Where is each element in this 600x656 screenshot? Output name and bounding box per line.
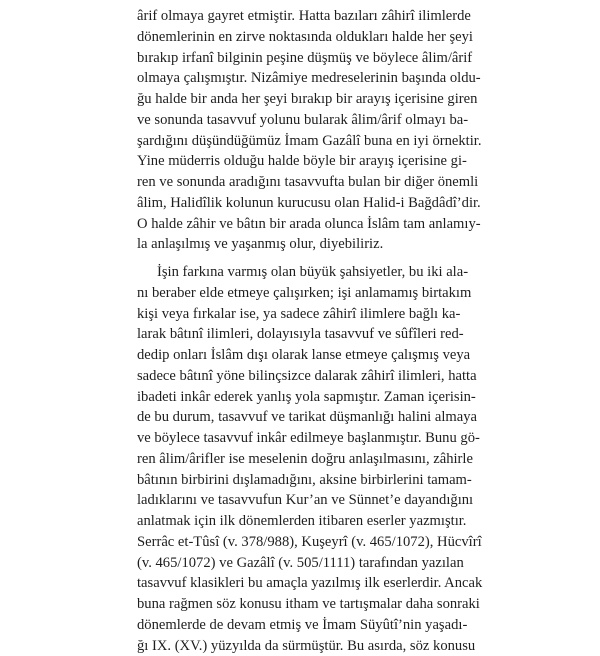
text-line: olmaya çalışmıştır. Nizâmiye medreselerinin başında oldu- — [137, 68, 453, 89]
text-line: ârif olmaya gayret etmiştir. Hatta bazıları zâhirî ilimlerde — [137, 6, 453, 27]
text-line: kişi veya fırkalar ise, ya sadece zâhirî ilimlere bağlı ka- — [137, 304, 453, 325]
text-line: Yine müderris olduğu halde böyle bir arayış içerisine gi- — [137, 151, 453, 172]
text-line: Serrâc et-Tûsî (v. 378/988), Kuşeyrî (v. 465/1072), Hücvîrî — [137, 532, 453, 553]
text-line: dönemlerde de devam etmiş ve İmam Süyûtî’nin yaşadı- — [137, 615, 453, 636]
paragraph-2 — [137, 262, 453, 656]
text-line: la anlaşılmış ve yaşanmış olur, diyebiliriz. — [137, 234, 453, 255]
document-page — [137, 6, 453, 656]
text-line: tasavvuf klasikleri bu amaçla yazılmış ilk eserlerdir. Ancak — [137, 573, 453, 594]
paragraph-1 — [137, 6, 453, 255]
text-line: O halde zâhir ve bâtın bir arada olunca İslâm tam anlamıy- — [137, 214, 453, 235]
text-line: şardığını düşündüğümüz İmam Gazâlî buna en iyi örnektir. — [137, 131, 453, 152]
text-line: ve böylece tasavvuf inkâr edilmeye başlanmıştır. Bunu gö- — [137, 428, 453, 449]
text-line: de bu durum, tasavvuf ve tarikat düşmanlığı halini almaya — [137, 407, 453, 428]
text-line: ladıklarını ve tasavvufun Kur’an ve Sünnet’e dayandığını — [137, 490, 453, 511]
text-line: sadece bâtınî yöne bilinçsizce dalarak zâhirî ilimleri, hatta — [137, 366, 453, 387]
text-line: ğı IX. (XV.) yüzyılda da sürmüştür. Bu asırda, söz konusu — [137, 636, 453, 656]
text-line: dönemlerinin en zirve noktasında oldukları halde her şeyi — [137, 27, 453, 48]
text-line: (v. 465/1072) ve Gazâlî (v. 505/1111) tarafından yazılan — [137, 553, 453, 574]
text-line: bırakıp irfanî bilginin peşine düşmüş ve böylece âlim/ârif — [137, 48, 453, 69]
text-line: anlatmak için ilk dönemlerden itibaren eserler yazmıştır. — [137, 511, 453, 532]
text-line: nı beraber elde etmeye çalışırken; işi anlamamış birtakım — [137, 283, 453, 304]
text-line: bâtının birbirini dışlamadığını, aksine birbirlerini tamam- — [137, 470, 453, 491]
text-line: İşin farkına varmış olan büyük şahsiyetler, bu iki ala- — [137, 262, 453, 283]
text-line: larak bâtınî ilimleri, dolayısıyla tasavvuf ve sûfîleri red- — [137, 324, 453, 345]
text-line: âlim, Halidîlik kolunun kurucusu olan Halid-i Bağdâdî’dir. — [137, 193, 453, 214]
text-line: dedip onları İslâm dışı olarak lanse etmeye çalışmış veya — [137, 345, 453, 366]
text-line: ve sonunda tasavvuf yolunu bularak âlim/ârif olmayı ba- — [137, 110, 453, 131]
text-line: ibadeti inkâr ederek yanlış yola sapmıştır. Zaman içerisin- — [137, 387, 453, 408]
text-line: ren âlim/ârifler ise meselenin doğru anlaşılmasını, zâhirle — [137, 449, 453, 470]
text-line: ren ve sonunda aradığını tasavvufta bulan bir diğer önemli — [137, 172, 453, 193]
text-line: buna rağmen söz konusu itham ve tartışmalar daha sonraki — [137, 594, 453, 615]
text-line: ğu halde bir anda her şeyi bırakıp bir arayış içerisine giren — [137, 89, 453, 110]
